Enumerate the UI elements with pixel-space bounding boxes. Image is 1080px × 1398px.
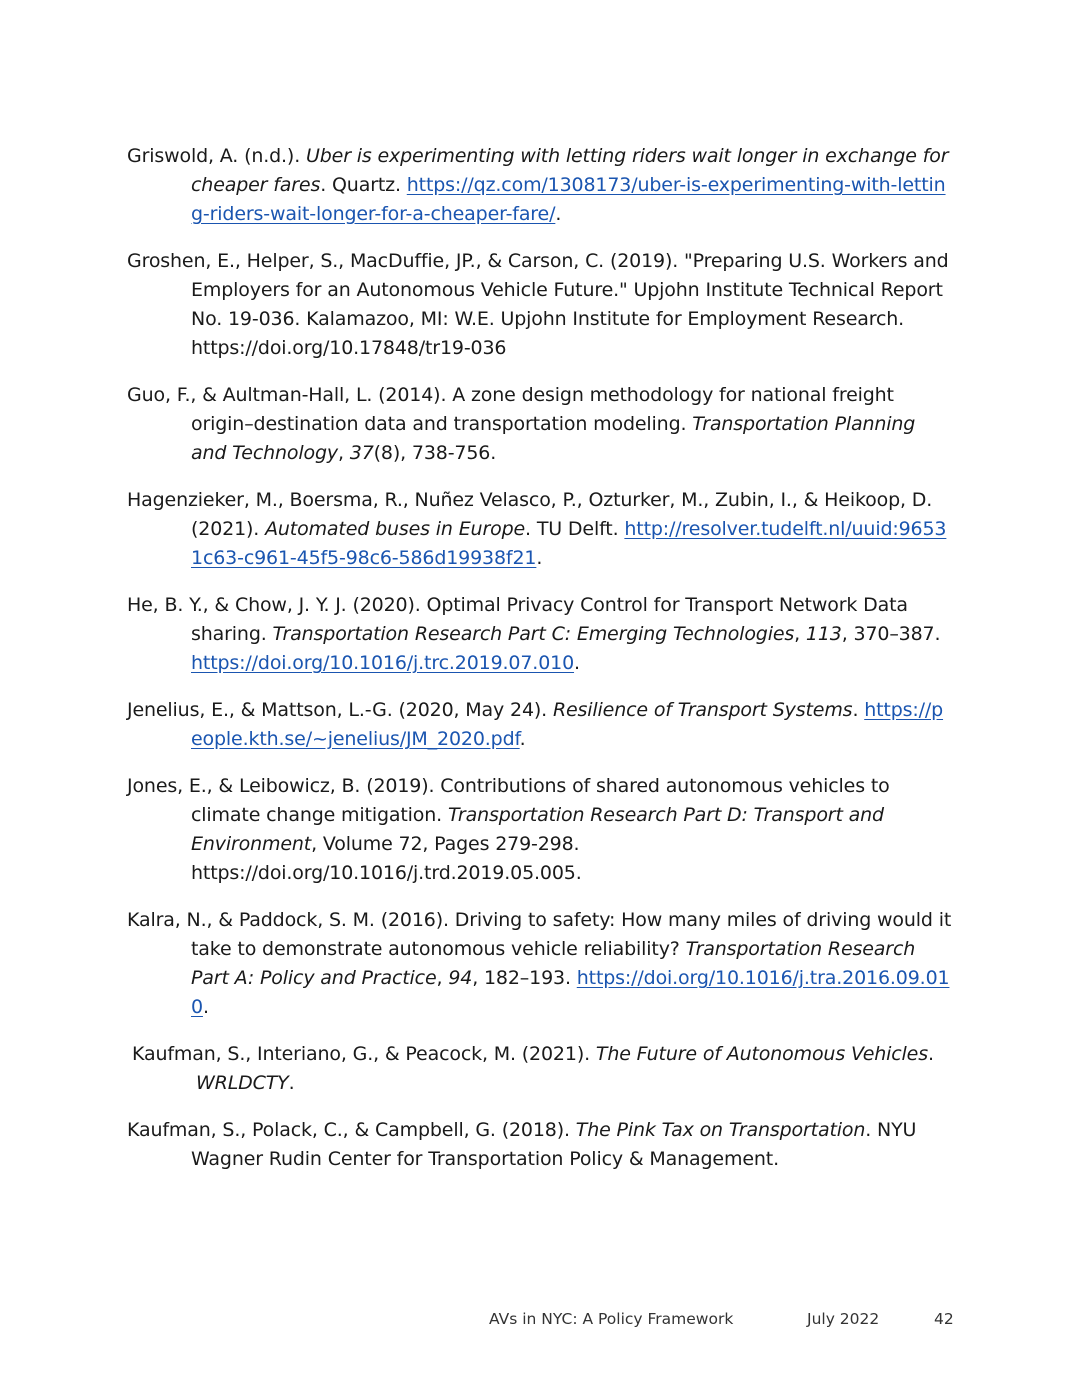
reference-authors: Kalra, N., & Paddock, S. M. (2016). Driving to safety: How many miles of driving would it take to demonstrate autonomous vehicle reliability? <box>127 909 952 960</box>
reference-item: Guo, F., & Aultman-Hall, L. (2014). A zone design methodology for national freight origin–destination data and transportation modeling. Transportation Planning and Technology, 37(8), 738-756. <box>127 384 916 464</box>
reference-authors: Hagenzieker, M., Boersma, R., Nuñez Velasco, P., Ozturker, M., Zubin, I., & Heikoop, D. (2021). <box>127 489 933 540</box>
reference-title: The Pink Tax on Transportation <box>575 1119 866 1141</box>
reference-link[interactable]: https://people.kth.se/~jenelius/JM_2020.pdf <box>191 699 944 750</box>
reference-volume: 37 <box>349 442 374 464</box>
reference-title: Uber is experimenting with letting riders wait longer in exchange for cheaper fares <box>191 145 949 196</box>
footer-document-title: AVs in NYC: A Policy Framework <box>489 1310 734 1328</box>
reference-item: Jenelius, E., & Mattson, L.-G. (2020, May 24). Resilience of Transport Systems. https://people.kth.se/~jenelius/JM_2020.pdf. <box>127 699 944 750</box>
reference-authors: Jones, E., & Leibowicz, B. (2019). Contributions of shared autonomous vehicles to climate change mitigation. <box>127 775 890 826</box>
page-number: 42 <box>934 1310 954 1328</box>
reference-publisher: WRLDCTY <box>196 1072 289 1094</box>
reference-item: Hagenzieker, M., Boersma, R., Nuñez Velasco, P., Ozturker, M., Zubin, I., & Heikoop, D. (2021). Automated buses in Europe. TU Delft. http://resolver.tudelft.nl/uuid:96531c63-c961-45f5-98c6-586d19938f21. <box>127 489 947 569</box>
reference-title: The Future of Autonomous Vehicles <box>595 1043 928 1065</box>
reference-authors: Jenelius, E., & Mattson, L.-G. (2020, May 24). <box>127 699 553 721</box>
reference-authors: Guo, F., & Aultman-Hall, L. (2014). A zone design methodology for national freight origin–destination data and transportation modeling. <box>127 384 894 435</box>
reference-title: Transportation Research Part A: Policy and Practice <box>191 938 916 989</box>
footer-date: July 2022 <box>807 1310 880 1328</box>
reference-link[interactable]: https://doi.org/10.1016/j.trc.2019.07.010 <box>191 652 575 674</box>
reference-volume: 94 <box>448 967 473 989</box>
reference-title: Automated buses in Europe <box>265 518 526 540</box>
reference-link[interactable]: http://resolver.tudelft.nl/uuid:96531c63-c961-45f5-98c6-586d19938f21 <box>191 518 947 569</box>
reference-item: He, B. Y., & Chow, J. Y. J. (2020). Optimal Privacy Control for Transport Network Data sharing. Transportation Research Part C: Emerging Technologies, 113, 370–387. https://doi.org/10.1016/j.trc.2019.07.010. <box>127 594 941 674</box>
reference-list <box>127 142 953 1192</box>
reference-authors: Griswold, A. (n.d.). <box>127 145 306 167</box>
reference-title: Transportation Research Part D: Transport and Environment <box>191 804 884 855</box>
reference-title: Transportation Planning and Technology <box>191 413 916 464</box>
reference-item <box>127 247 953 363</box>
reference-item: Jones, E., & Leibowicz, B. (2019). Contributions of shared autonomous vehicles to climate change mitigation. Transportation Research Part D: Transport and Environment, Volume 72, Pages 279-298. https://doi.org/10.1016/j.trd.2019.05.005. <box>127 775 890 884</box>
reference-authors: He, B. Y., & Chow, J. Y. J. (2020). Optimal Privacy Control for Transport Network Data sharing. <box>127 594 908 645</box>
reference-authors: Kaufman, S., Interiano, G., & Peacock, M. (2021). <box>132 1043 596 1065</box>
reference-text: Groshen, E., Helper, S., MacDuffie, JP., & Carson, C. (2019). "Preparing U.S. Workers and Employers for an Autonomous Vehicle Future." Upjohn Institute Technical Report No. 19-036. Kalamazoo, MI: W.E. Upjohn Institute for Employment Research. https://doi.org/10.17848/tr19-036 <box>127 250 949 359</box>
reference-title: Resilience of Transport Systems <box>552 699 853 721</box>
reference-authors: Kaufman, S., Polack, C., & Campbell, G. (2018). <box>127 1119 576 1141</box>
reference-item: Griswold, A. (n.d.). Uber is experimenting with letting riders wait longer in exchange for cheaper fares. Quartz. https://qz.com/1308173/uber-is-experimenting-with-letting-riders-wait-longer-for-a-cheaper-fare/. <box>127 145 949 225</box>
reference-item: Kaufman, S., Polack, C., & Campbell, G. (2018). The Pink Tax on Transportation. NYU Wagner Rudin Center for Transportation Policy & Management. <box>127 1119 917 1170</box>
reference-item: Kalra, N., & Paddock, S. M. (2016). Driving to safety: How many miles of driving would it take to demonstrate autonomous vehicle reliability? Transportation Research Part A: Policy and Practice, 94, 182–193. https://doi.org/10.1016/j.tra.2016.09.010. <box>127 909 952 1018</box>
page-footer <box>0 1310 1080 1334</box>
reference-item: Kaufman, S., Interiano, G., & Peacock, M. (2021). The Future of Autonomous Vehicles. WRLDCTY. <box>132 1043 934 1094</box>
reference-link[interactable]: https://qz.com/1308173/uber-is-experimenting-with-letting-riders-wait-longer-for-a-cheaper-fare/ <box>191 174 946 225</box>
reference-title: Transportation Research Part C: Emerging Technologies <box>272 623 795 645</box>
reference-volume: 113 <box>805 623 842 645</box>
reference-link[interactable]: https://doi.org/10.1016/j.tra.2016.09.010 <box>191 967 950 1018</box>
